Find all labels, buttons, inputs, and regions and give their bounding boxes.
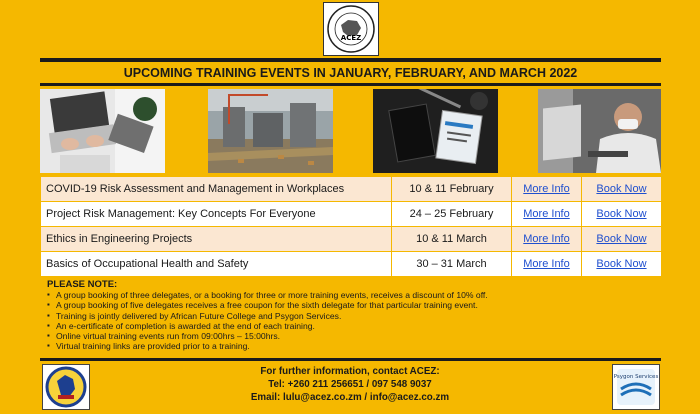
event-dates: 10 & 11 March (392, 227, 512, 252)
more-info-link[interactable]: More Info (523, 208, 570, 220)
contact-email: Email: lulu@acez.co.zm / info@acez.co.zm (250, 392, 450, 403)
book-now-link[interactable]: Book Now (596, 183, 647, 195)
table-row (41, 177, 662, 202)
african-future-college-crest (42, 364, 90, 410)
contact-heading: For further information, contact ACEZ: (260, 366, 440, 377)
psygon-services-logo (612, 364, 660, 410)
page-title: UPCOMING TRAINING EVENTS IN JANUARY, FEBRUARY, AND MARCH 2022 (123, 66, 578, 80)
book-now-link[interactable]: Book Now (596, 233, 647, 245)
more-info-link[interactable]: More Info (523, 233, 570, 245)
list-item: ▪ A group booking of five delegates receives a free coupon for the sixth delegate for that particular training event. (47, 300, 657, 310)
note-heading: PLEASE NOTE: (47, 279, 118, 290)
book-now-link[interactable]: Book Now (596, 258, 647, 270)
construction-site-photo (208, 89, 333, 173)
events-table (40, 176, 662, 277)
event-title: COVID-19 Risk Assessment and Management in Workplaces (41, 177, 392, 202)
list-item: ▪ Online virtual training events run from 09:00hrs – 15:00hrs. (47, 331, 657, 341)
psygon-logo-text: Psygon Services (613, 374, 659, 380)
list-item: ▪ An e-certificate of completion is awarded at the end of each training. (47, 321, 657, 331)
contact-block (150, 365, 550, 404)
header-rule-top (40, 58, 661, 62)
list-item: ▪ Virtual training links are provided prior to a training. (47, 341, 657, 351)
laptop-desk-photo (40, 89, 165, 173)
table-row (41, 252, 662, 277)
notebook-tablet-photo (373, 89, 498, 173)
note-list (47, 290, 657, 352)
contact-phone: Tel: +260 211 256651 / 097 548 9037 (268, 379, 432, 390)
event-title: Basics of Occupational Health and Safety (41, 252, 392, 277)
table-row (41, 202, 662, 227)
photo-strip (40, 89, 661, 173)
event-title: Project Risk Management: Key Concepts For Everyone (41, 202, 392, 227)
event-dates: 24 – 25 February (392, 202, 512, 227)
acez-seal-logo (323, 2, 379, 56)
more-info-link[interactable]: More Info (523, 258, 570, 270)
list-item: ▪ Training is jointly delivered by African Future College and Psygon Services. (47, 311, 657, 321)
table-row (41, 227, 662, 252)
acez-logo-text: ACEZ (340, 34, 362, 42)
masked-man-laptop-photo (538, 89, 661, 173)
more-info-link[interactable]: More Info (523, 183, 570, 195)
event-dates: 10 & 11 February (392, 177, 512, 202)
book-now-link[interactable]: Book Now (596, 208, 647, 220)
event-dates: 30 – 31 March (392, 252, 512, 277)
note-section (47, 279, 657, 352)
list-item: ▪ A group booking of three delegates, or a booking for three or more training events, receives a discount of 10% off. (47, 290, 657, 300)
event-title: Ethics in Engineering Projects (41, 227, 392, 252)
footer-rule (40, 358, 661, 361)
header-rule-bottom (40, 83, 661, 86)
